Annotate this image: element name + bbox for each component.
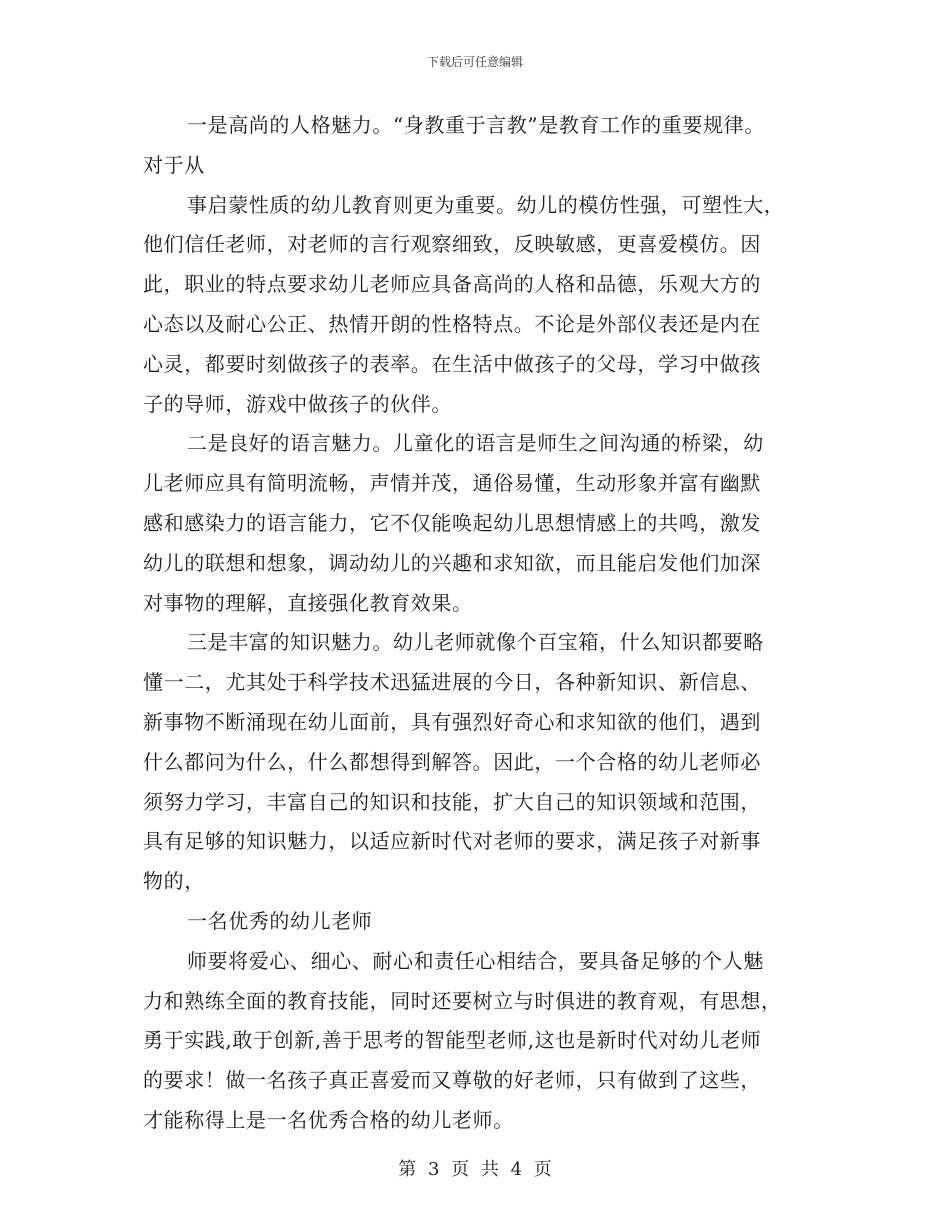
text-line: 懂一二，尤其处于科学技术迅猛进展的今日，各种新知识、新信息、 [143, 670, 761, 695]
document-body [143, 106, 813, 1141]
text-line: 对事物的理解，直接强化教育效果。 [143, 590, 473, 615]
text-line: 事启蒙性质的幼儿教育则更为重要。幼儿的模仿性强，可塑性大， [187, 192, 785, 217]
text-line: 子的导师，游戏中做孩子的伙伴。 [143, 391, 452, 416]
section-heading: 一名优秀的幼儿老师 [187, 908, 373, 933]
page-number: 第 3 页 共 4 页 [398, 1159, 552, 1180]
text-line: 一是高尚的人格魅力。“身教重于言教”是教育工作的重要规律。 [187, 113, 765, 137]
text-line: 师要将爱心、细心、耐心和责任心相结合，要具备足够的个人魅 [187, 948, 764, 973]
text-line: 勇于实践,敢于创新,善于思考的智能型老师,这也是新时代对幼儿老师 [143, 1028, 762, 1053]
text-line: 二是良好的语言魅力。儿童化的语言是师生之间沟通的桥梁，幼 [187, 431, 764, 456]
text-line: 心态以及耐心公正、热情开朗的性格特点。不论是外部仪表还是内在 [143, 311, 761, 336]
text-line: 儿老师应具有简明流畅，声情并茂，通俗易懂，生动形象并富有幽默 [143, 471, 761, 496]
text-line: 幼儿的联想和想象，调动幼儿的兴趣和求知欲，而且能启发他们加深 [143, 550, 761, 575]
text-line: 物的， [143, 869, 205, 894]
text-line: 具有足够的知识魅力，以适应新时代对老师的要求，满足孩子对新事 [143, 829, 761, 854]
page-header: 下载后可任意编辑 [426, 55, 523, 69]
text-line: 此，职业的特点要求幼儿老师应具备高尚的人格和品德，乐观大方的 [143, 272, 761, 297]
text-line: 心灵，都要时刻做孩子的表率。在生活中做孩子的父母，学习中做孩 [143, 351, 761, 376]
text-line: 须努力学习，丰富自己的知识和技能，扩大自己的知识领域和范围， [143, 789, 761, 814]
text-line: 感和感染力的语言能力，它不仅能唤起幼儿思想情感上的共鸣，激发 [143, 510, 761, 535]
text-line: 他们信任老师，对老师的言行观察细致，反映敏感，更喜爱模仿。因 [143, 232, 761, 257]
text-line: 三是丰富的知识魅力。幼儿老师就像个百宝箱，什么知识都要略 [187, 630, 764, 655]
text-line: 才能称得上是一名优秀合格的幼儿老师。 [143, 1107, 514, 1132]
text-line: 什么都问为什么，什么都想得到解答。因此，一个合格的幼儿老师必 [143, 749, 761, 774]
text-line: 新事物不断涌现在幼儿面前，具有强烈好奇心和求知欲的他们，遇到 [143, 709, 761, 734]
text-line: 力和熟练全面的教育技能，同时还要树立与时俱进的教育观，有思想， [143, 988, 782, 1013]
text-line: 的要求！做一名孩子真正喜爱而又尊敬的好老师，只有做到了这些， [143, 1068, 761, 1093]
text-line: 对于从 [143, 152, 205, 177]
